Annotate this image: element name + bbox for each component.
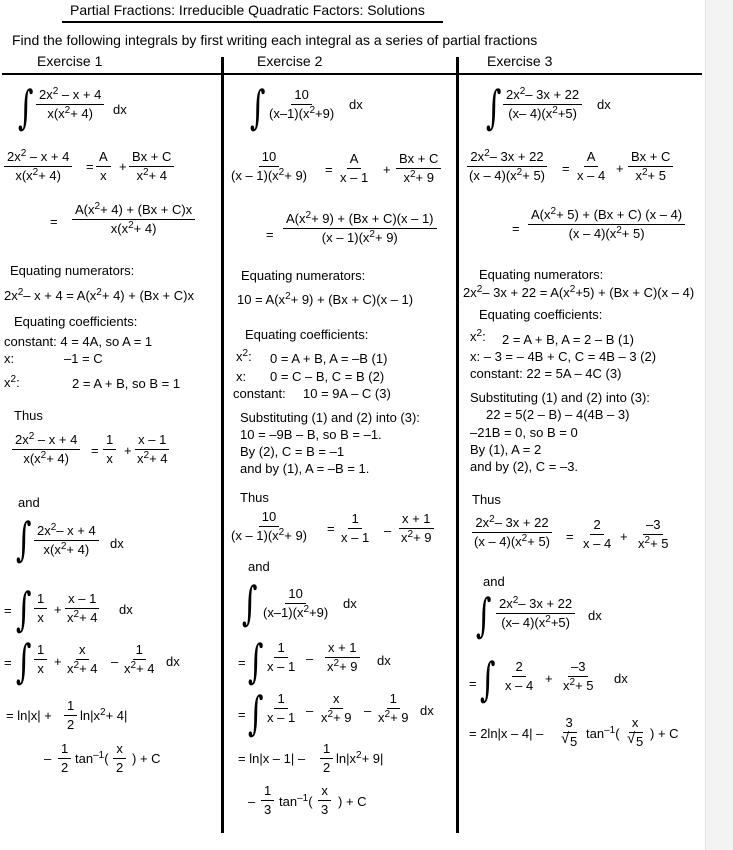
substitution-line-4: and by (1), A = –B = 1. [240,461,370,476]
fraction-1-over-x: $\frac{1}{x}$ [34,592,47,626]
integral-sign: ∫ [248,634,264,688]
equals-sign: = [469,676,477,691]
plus-sign: + [54,654,62,669]
title-underline [62,21,443,23]
equals-sign: = [512,221,520,236]
integral-sign: ∫ [486,80,502,134]
coefficient-constant: constant: 22 = 5A – 4C (3) [470,366,622,381]
fraction-bxc: $\frac{Bx + C}{x^2+ 9}$ [396,152,441,186]
substitution-line-5: and by (2), C = –3. [470,459,579,474]
arctan-argument: $\frac{x}{2}$ [113,742,126,776]
plus-sign: + [54,602,62,617]
fraction-a-over-x: $\frac{A}{x}$ [96,150,111,184]
and-label: and [483,574,505,589]
equating-coefficients-label: Equating coefficients: [479,307,603,322]
dx-label: dx [343,596,357,611]
arctan-term: $\tan^{-1}$( [586,725,620,741]
arctan-term: $\tan^{-1}$( [75,750,109,766]
fraction-1-over-xm1: $\frac{1}{x - 1}$ [267,640,296,675]
and-label: and [18,495,40,510]
fraction-2-over-xm4: $\frac{2}{x - 4}$ [505,659,534,694]
minus-sign: – [111,654,119,669]
coefficient-x2-value: 0 = A + B, A = –B (1) [270,351,388,366]
equals-sign: = [562,161,570,176]
plus-sign: + [383,162,391,177]
equals-sign: = [327,521,335,536]
arctan-argument: $\frac{x}{3}$ [318,784,331,818]
minus-sign: – [384,523,392,538]
coefficient-x-label: x: [4,351,15,366]
equals-sign: = [91,443,99,458]
square-root-icon: √ 5 [561,730,578,750]
substitution-line-3: By (2), C = B = –1 [240,444,345,459]
integral-sign: ∫ [480,652,496,706]
fraction-1-over-x: $\frac{1}{x}$ [34,643,47,677]
equating-numerators-label: Equating numerators: [241,268,366,283]
coefficient-x2-label: $x^2$: [470,328,486,344]
fraction-xp1: $\frac{x + 1}{x^2+ 9}$ [324,641,361,675]
integrand-fraction: $\frac{2x^2- x + 4}{x(x^2+ 4)}$ [34,524,99,558]
column-divider-1 [221,57,224,833]
dx-label: dx [420,703,434,718]
plus-constant: ) + C [338,794,367,809]
column-divider-2 [456,57,459,833]
result-ln-xm1: = ln|x – 1| – [238,751,306,766]
fraction-one-half: $\frac{1}{2}$ [58,742,71,776]
fraction-3-over-sqrt5: 3 √ 5 [561,715,578,750]
arctan-argument: x √ 5 [627,715,644,750]
integral-sign: ∫ [242,576,258,630]
fraction-xm1: $\frac{x - 1}{x^2+ 4}$ [137,432,168,467]
equals-sign: = [238,655,246,670]
integral-sign: ∫ [248,686,264,740]
column-heading-3: Exercise 3 [487,53,553,69]
equating-coefficients-label: Equating coefficients: [245,327,369,342]
result-ln: = 2ln|x – 4| – [469,726,544,741]
thus-label: Thus [240,490,269,505]
result-ln-x2p4: $\ln|x^2+ 4|$ [80,707,128,723]
dx-label: dx [113,102,127,117]
combined-fraction: $\frac{A(x^2+ 5) + (Bx + C) (x - 4)}{(x - 4)(x^2+ 5)}$ [528,208,685,242]
integral-sign: ∫ [250,80,266,134]
fraction-bxc: $\frac{Bx + C}{x^2+ 5}$ [628,150,673,184]
plus-sign: + [119,159,127,174]
and-label: and [248,559,270,574]
integrand-fraction: $\frac{2x^2 - x + 4}{x(x^2+ 4)}$ [36,88,104,122]
integrand-fraction: $\frac{2x^2- 3x + 22}{(x- 4)(x^2+5)}$ [496,597,575,631]
plus-sign: + [616,161,624,176]
page-edge [705,0,733,850]
fraction-a-over-xm1: $\frac{A}{x - 1}$ [340,151,369,186]
combined-fraction: $\frac{A(x^2+ 4) + (Bx + C)x}{x(x^2+ 4)}$ [72,203,195,237]
numerator-equation: $2x^2-$ $x + 4 = A(x^2+ 4) + (Bx + C)x$ [4,287,194,303]
coefficient-x-value: 0 = C – B, C = B (2) [270,369,385,384]
decomposition-left: $\frac{2x^2- 3x + 22}{(x - 4)(x^2+ 5)}$ [474,514,550,550]
coefficient-x: x: – 3 = – 4B + C, C = 4B – 3 (2) [470,349,657,364]
equating-numerators-label: Equating numerators: [10,263,135,278]
equals-sign: = [4,603,12,618]
integral-sign: ∫ [16,582,32,636]
fraction-m3-over-x2p5: $\frac{-3}{x^2+ 5}$ [638,517,669,552]
dx-label: dx [597,97,611,112]
pf-left-fraction: $\frac{2x^2- 3x + 22}{(x - 4)(x^2+ 5)}$ [469,148,545,184]
plus-sign: + [620,529,628,544]
fraction-one-half: $\frac{1}{2}$ [64,699,77,733]
pf-left-fraction: $\frac{10}{(x - 1)(x^2+ 9)}$ [231,149,307,184]
pf-left-fraction: $\frac{2x^2 - x + 4}{x(x^2+ 4)}$ [4,150,72,184]
combined-fraction: $\frac{A(x^2+ 9) + (Bx + C)(x - 1)}{(x - 1)(x^2+ 9)}$ [283,212,437,246]
fraction-m3-over-x2p5: $\frac{-3}{x^2+ 5}$ [563,659,594,694]
integrand-fraction: $\frac{10}{(x-1)(x^2+9)}$ [269,87,335,122]
coefficient-x2-value: 2 = A + B, A = 2 – B (1) [502,332,634,347]
decomposition-left: $\frac{10}{(x - 1)(x^2+ 9)}$ [231,509,307,544]
decomposition-left: $\frac{2x^2 - x + 4}{x(x^2+ 4)}$ [12,433,80,467]
equals-sign: = [238,707,246,722]
fraction-bxc: $\frac{Bx + C}{x^2+ 4}$ [129,150,174,184]
equals-sign: = [566,529,574,544]
integral-sign: ∫ [476,588,492,642]
integrand-fraction: $\frac{2x^2- 3x + 22}{(x- 4)(x^2+5)}$ [503,88,582,122]
substitution-line-4: By (1), A = 2 [470,442,542,457]
fraction-1-over-x2p4: $\frac{1}{x^2+ 4}$ [124,642,155,677]
minus-sign: – [248,794,256,809]
equals-sign: = [325,162,333,177]
header-rule [2,73,702,75]
fraction-a-over-xm4: $\frac{A}{x - 4}$ [577,149,606,184]
numerator-equation: $2x^2-$ $3x + 22 = A(x^2+5) + (Bx + C)(x - 4)$ [463,284,695,300]
numerator-equation: $10 = A(x^2+ 9) + (Bx + C)(x - 1)$ [237,291,414,307]
dx-label: dx [110,536,124,551]
square-root-icon: √ 5 [627,730,644,750]
minus-sign: – [364,703,372,718]
dx-label: dx [349,97,363,112]
dx-label: dx [166,654,180,669]
equating-numerators-label: Equating numerators: [479,267,604,282]
fraction-x-over-x2p4: $\frac{x}{x^2+ 4}$ [67,642,98,677]
thus-label: Thus [14,408,43,423]
integral-sign: ∫ [18,80,34,134]
result-ln-x2p9: $\ln|x^2+ 9|$ [336,750,384,766]
substitution-line-1: Substituting (1) and (2) into (3): [240,410,420,425]
equals-sign: = [4,655,12,670]
integral-sign: ∫ [16,512,32,566]
thus-label: Thus [472,492,501,507]
fraction-1-over-x2p9: $\frac{1}{x^2+ 9}$ [378,691,409,726]
integral-sign: ∫ [16,634,32,688]
substitution-line-3: –21B = 0, so B = 0 [470,425,578,440]
column-heading-1: Exercise 1 [37,53,103,69]
arctan-term: $\tan^{-1}$( [279,793,313,809]
instructions: Find the following integrals by first writing each integral as a series of partial fractions [12,32,538,48]
dx-label: dx [614,671,628,686]
plus-sign: + [124,443,132,458]
dx-label: dx [119,602,133,617]
substitution-line-1: Substituting (1) and (2) into (3): [470,390,650,405]
fraction-one-third: $\frac{1}{3}$ [261,784,274,818]
substitution-line-2: 10 = –9B – B, so B = –1. [240,427,382,442]
equals-sign: = [50,214,58,229]
fraction-1-over-xm1: $\frac{1}{x - 1}$ [267,691,296,726]
fraction-2-over-xm4: $\frac{2}{x - 4}$ [583,517,612,552]
substitution-line-2: 22 = 5(2 – B) – 4(4B – 3) [486,407,630,422]
fraction-one-half: $\frac{1}{2}$ [320,742,333,776]
page-title: Partial Fractions: Irreducible Quadratic Factors: Solutions [70,2,425,18]
coefficient-constant: constant: 4 = 4A, so A = 1 [4,334,153,349]
coefficient-x2-label: $x^2$: [4,374,20,390]
column-heading-2: Exercise 2 [257,53,323,69]
coefficient-constant-value: 10 = 9A – C (3) [303,386,391,401]
coefficient-constant-label: constant: [233,386,286,401]
integrand-fraction: $\frac{10}{(x-1)(x^2+9)}$ [263,586,329,621]
plus-constant: ) + C [132,751,161,766]
plus-constant: ) + C [650,726,679,741]
fraction-x-over-x2p9: $\frac{x}{x^2+ 9}$ [321,691,352,726]
fraction-1-over-x: $\frac{1}{x}$ [103,433,116,467]
dx-label: dx [588,608,602,623]
coefficient-x2-value: 2 = A + B, so B = 1 [72,376,181,391]
coefficient-x2-label: $x^2$: [236,348,252,364]
fraction-1-over-xm1: $\frac{1}{x - 1}$ [341,511,370,546]
dx-label: dx [377,653,391,668]
fraction-xm1: $\frac{x - 1}{x^2+ 4}$ [67,591,98,626]
result-ln-x: = ln|x| + [6,708,52,723]
equals-sign: = [86,159,94,174]
coefficient-x-label: x: [236,369,247,384]
minus-sign: – [44,751,52,766]
fraction-xp1: $\frac{x + 1}{x^2+ 9}$ [398,512,435,546]
equating-coefficients-label: Equating coefficients: [14,314,138,329]
coefficient-x-value: –1 = C [64,351,103,366]
minus-sign: – [306,651,314,666]
minus-sign: – [306,703,314,718]
equals-sign: = [266,227,274,242]
plus-sign: + [545,671,553,686]
